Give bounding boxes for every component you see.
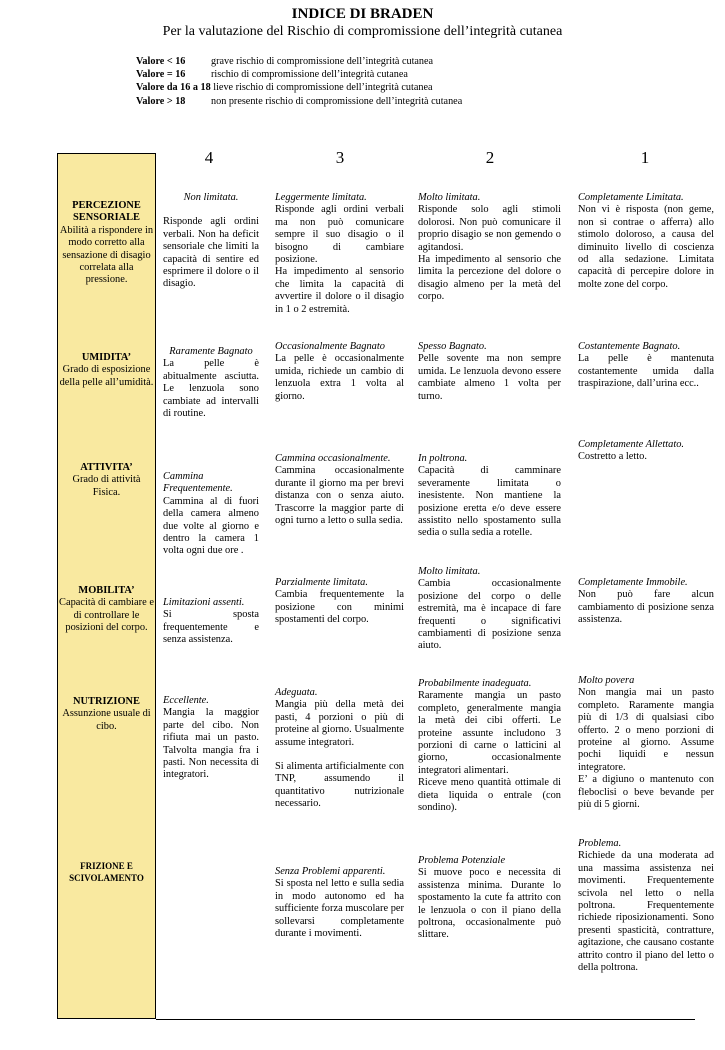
cell-body: Richiede da una moderata ad una massima assistenza nei movimenti. Frequentemente scivola nel letto o nella poltrona. Frequentemente richiede riposizionamenti. Sono presenti spasticità, contratture, agitazione, che causano costante attrito contro il piano del letto o della poltrona. — [578, 850, 714, 974]
category-desc: Grado di esposizione della pelle all’umidità. — [59, 364, 154, 388]
cell-mobilita-2 — [418, 566, 561, 653]
cell-body: Si muove poco e necessita di assistenza minima. Durante lo spostamento la cute fa attrito con le lenzuola o con il piano della poltrona, occasionalmente può slittare. — [418, 867, 561, 941]
cell-body-2: Si alimenta artificialmente con TNP, assumendo il quantitativo nutrizionale necessario. — [275, 761, 404, 810]
legend-row — [136, 81, 462, 94]
cell-title: Completamente Limitata. — [578, 192, 684, 203]
cell-frizione-3 — [275, 866, 404, 940]
cell-body: Costretto a letto. — [578, 451, 647, 463]
cell-attivita-3 — [275, 453, 404, 527]
category-name: FRIZIONE E SCIVOLAMENTO — [69, 861, 144, 884]
category-frizione — [58, 860, 155, 885]
cell-body: Cammina occasionalmente durante il giorno ma per brevi distanza con o senza aiuto. Trascorre la maggior parte di ogni turno a letto o sulla sedia. — [275, 465, 404, 527]
cell-body: La pelle è abitualmente asciutta. Le lenzuola sono cambiate ad intervalli di routine. — [163, 358, 259, 420]
cell-title: Spesso Bagnato. — [418, 341, 487, 352]
cell-title: Occasionalmente Bagnato — [275, 341, 385, 352]
cell-body: Cammina al di fuori della camera almeno due volte al giorno e dentro la camera 1 volta ogni due ore . — [163, 495, 259, 557]
category-desc: Grado di attività Fisica. — [72, 474, 141, 498]
category-percezione — [58, 200, 155, 287]
cell-title: Limitazioni assenti. — [163, 597, 245, 608]
score-header-1: 1 — [640, 148, 650, 167]
cell-mobilita-4 — [163, 597, 259, 647]
category-desc: Assunzione usuale di cibo. — [62, 708, 151, 732]
cell-title: Leggermente limitata. — [275, 192, 367, 203]
cell-body: Non può fare alcun cambiamento di posizione senza assistenza. — [578, 589, 714, 626]
cell-title: Problema. — [578, 838, 622, 849]
legend-row — [136, 68, 462, 81]
category-desc: Capacità di cambiare e di controllare le posizioni del corpo. — [59, 597, 154, 634]
cell-body: Mangia più della metà dei pasti, 4 porzioni o più di proteine al giorno. Usualmente assume integratori. — [275, 699, 404, 748]
cell-attivita-2 — [418, 453, 561, 540]
legend-row — [136, 95, 462, 108]
cell-umidita-3 — [275, 341, 404, 403]
cell-title: Problema Potenziale — [418, 855, 506, 866]
category-nutrizione — [58, 696, 155, 733]
legend-text: rischio di compromissione dell’integrità cutanea — [211, 69, 408, 81]
cell-title: Adeguata. — [275, 687, 318, 698]
legend-label: Valore = 16 — [136, 69, 186, 81]
cell-body-2: E’ a digiuno o mantenuto con fleboclisi o beve bevande per più di 5 giorni. — [578, 774, 714, 811]
category-name: NUTRIZIONE — [73, 696, 140, 707]
cell-title: Raramente Bagnato — [169, 346, 253, 357]
legend-text: lieve rischio di compromissione dell’integrità cutanea — [213, 82, 433, 94]
cell-body: Risponde agli ordini verbali. Non ha deficit sensoriale che limiti la capacità di sentire ed esprimere il dolore o il disagio. — [163, 216, 259, 290]
cell-body: La pelle è occasionalmente umida, richiede un cambio di lenzuola extra 1 volta al giorno. — [275, 353, 404, 402]
cell-frizione-2 — [418, 855, 561, 942]
score-legend — [136, 55, 462, 108]
legend-text: grave rischio di compromissione dell’integrità cutanea — [211, 56, 434, 67]
legend-label: Valore > 18 — [136, 95, 186, 107]
table-bottom-rule — [156, 1019, 695, 1020]
page-title: INDICE DI BRADEN — [291, 6, 434, 22]
cell-body: Cambia occasionalmente posizione del corpo o delle estremità, ma è incapace di fare frequenti o significativi cambiamenti di posizione senza aiuto. — [418, 578, 561, 652]
cell-title: Eccellente. — [163, 695, 209, 706]
cell-percezione-3 — [275, 192, 404, 316]
cell-title: Non limitata. — [183, 192, 239, 203]
cell-body-2: Ha impedimento al sensorio che limita la capacità di avvertire il dolore o il disagio in 1 o 2 estremità. — [275, 266, 404, 315]
score-header-3: 3 — [335, 148, 345, 167]
cell-body-2: Ha impedimento al sensorio che limita la percezione del dolore o disagio almeno per la metà del corpo. — [418, 254, 561, 303]
cell-body: Cambia frequentemente la posizione con minimi spostamenti del corpo. — [275, 589, 404, 626]
cell-mobilita-1 — [578, 577, 714, 627]
cell-percezione-1 — [578, 192, 714, 291]
cell-frizione-1 — [578, 838, 714, 974]
cell-title: Cammina occasionalmente. — [275, 453, 391, 464]
cell-percezione-4 — [163, 192, 259, 291]
category-mobilita — [58, 585, 155, 635]
page-subtitle: Per la valutazione del Rischio di compromissione dell’integrità cutanea — [162, 24, 563, 39]
cell-body: La pelle è mantenuta costantemente umida dalla traspirazione, dall’urina ecc.. — [578, 353, 714, 390]
cell-title: Senza Problemi apparenti. — [275, 866, 386, 877]
score-header-4: 4 — [204, 148, 214, 167]
cell-percezione-2 — [418, 192, 561, 304]
category-name: ATTIVITA’ — [80, 462, 133, 473]
cell-body: Non mangia mai un pasto completo. Raramente mangia più di 1/3 di qualsiasi cibo offerto. 2 o meno porzioni di proteine al giorno. Assume pochi liquidi e nessun integratore. — [578, 687, 714, 773]
cell-title: Completamente Immobile. — [578, 577, 688, 588]
legend-label: Valore da 16 a 18 — [136, 82, 211, 94]
cell-title: Molto povera — [578, 675, 635, 686]
cell-title: Probabilmente inadeguata. — [418, 678, 532, 689]
cell-nutrizione-4 — [163, 695, 259, 782]
category-name: MOBILITA’ — [78, 585, 135, 596]
cell-title: In poltrona. — [418, 453, 468, 464]
cell-body: Pelle sovente ma non sempre umida. Le lenzuola devono essere cambiate almeno 1 volta per turno. — [418, 353, 561, 402]
cell-body: Si sposta nel letto e sulla sedia in modo autonomo ed ha sufficiente forza muscolare per sollevarsi completamente durante i movimenti. — [275, 878, 404, 940]
cell-umidita-4 — [163, 346, 259, 420]
cell-attivita-4 — [163, 471, 259, 558]
cell-title: Costantemente Bagnato. — [578, 341, 681, 352]
legend-row — [136, 55, 462, 68]
cell-body: Capacità di camminare severamente limitata o inesistente. Non mantiene la posizione eretta e/o deve essere assistito nello spostamento sulla sedia o sulla sedia a rotelle. — [418, 465, 561, 539]
cell-nutrizione-3 — [275, 687, 404, 811]
cell-title: Molto limitata. — [418, 566, 481, 577]
cell-body: Mangia la maggior parte del cibo. Non rifiuta mai un pasto. Talvolta mangia fra i pasti. Non necessita di integratori. — [163, 707, 259, 781]
legend-label: Valore < 16 — [136, 56, 186, 67]
cell-title: Parzialmente limitata. — [275, 577, 368, 588]
cell-body: Risponde solo agli stimoli dolorosi. Non può comunicare il proprio disagio se non gemendo o agitandosi. — [418, 204, 561, 253]
cell-umidita-2 — [418, 341, 561, 403]
cell-nutrizione-2 — [418, 678, 561, 814]
cell-nutrizione-1 — [578, 675, 714, 811]
cell-body: Risponde agli ordini verbali ma non può comunicare sempre il suo disagio o il bisogno di cambiare posizione. — [275, 204, 404, 266]
score-header-2: 2 — [485, 148, 495, 167]
legend-text: non presente rischio di compromissione dell’integrità cutanea — [211, 95, 463, 107]
cell-title: Cammina Frequentemente. — [163, 471, 233, 495]
cell-attivita-1 — [578, 439, 714, 464]
category-desc: Abilità a rispondere in modo corretto alla sensazione di disagio correlata alla pressione. — [59, 224, 154, 286]
category-attivita — [58, 462, 155, 499]
cell-title: Molto limitata. — [418, 192, 481, 203]
cell-body: Si sposta frequentemente e senza assistenza. — [163, 609, 259, 646]
category-umidita — [58, 352, 155, 389]
cell-body: Raramente mangia un pasto completo, generalmente mangia la metà dei cibi offerti. Le proteine assunte includono 3 porzioni di carne o latticini al giorno, occasionalmente integratori alimentari. — [418, 690, 561, 776]
category-name: UMIDITA’ — [81, 352, 132, 363]
cell-umidita-1 — [578, 341, 714, 391]
cell-body: Non vi è risposta (non geme, non si contrae o afferra) allo stimolo doloroso, a causa del diminuito livello di coscienza od alla sedazione. Limitata capacità di percepire dolore in molte zone del corpo. — [578, 204, 714, 290]
cell-title: Completamente Allettato. — [578, 439, 685, 450]
category-name: PERCEZIONE SENSORIALE — [72, 200, 141, 224]
cell-body-2: Riceve meno quantità ottimale di dieta liquida o entrale (con sondino). — [418, 777, 561, 814]
cell-mobilita-3 — [275, 577, 404, 627]
